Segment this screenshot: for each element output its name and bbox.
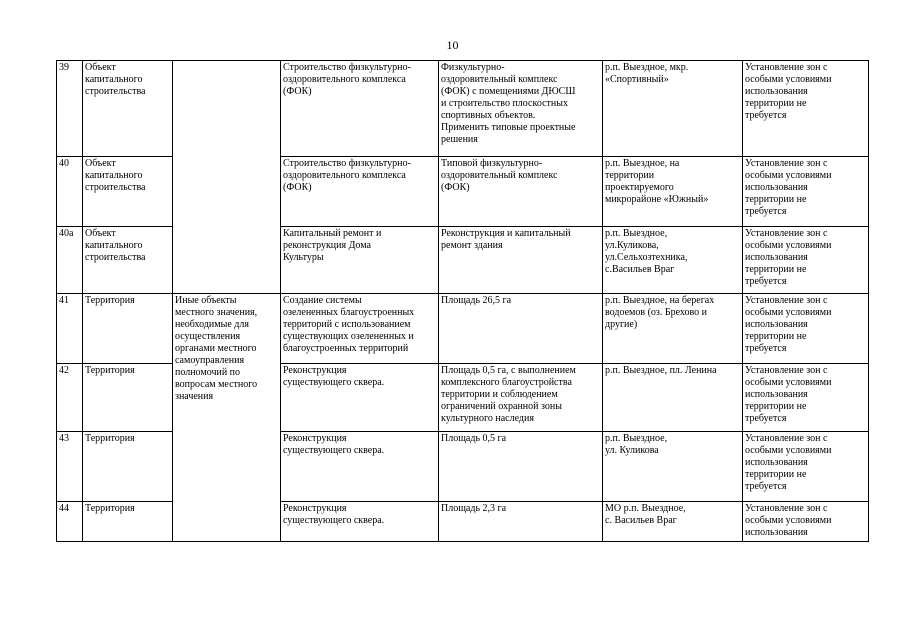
text-line: Культуры <box>283 252 324 263</box>
text-line: требуется <box>745 481 787 492</box>
page-number: 10 <box>446 38 459 52</box>
text-line: требуется <box>745 110 787 121</box>
text-line: ул.Сельхозтехника, <box>605 252 688 263</box>
text-line: осуществления <box>175 331 241 342</box>
object-description <box>439 227 603 294</box>
row-number: 40 <box>57 157 83 227</box>
text-line: использования <box>745 389 808 400</box>
text-line: территории не <box>745 98 807 109</box>
text-line: реконструкция Дома <box>283 240 371 251</box>
object-type <box>83 502 173 542</box>
object-location <box>603 294 743 364</box>
text-line: Установление зон с <box>745 503 828 514</box>
text-line: благоустроенных территорий <box>283 343 409 354</box>
text-line: культурного наследия <box>441 413 534 424</box>
text-line: вопросам местного <box>175 379 258 390</box>
text-line: Установление зон с <box>745 295 828 306</box>
text-line: Реконструкция <box>283 433 347 444</box>
text-line: Реконструкция <box>283 503 347 514</box>
text-line: Физкультурно- <box>441 62 505 73</box>
object-type <box>83 364 173 432</box>
text-line: р.п. Выездное, пл. Ленина <box>605 365 717 376</box>
zone-requirement <box>743 364 869 432</box>
text-line: ограничений охранной зоны <box>441 401 562 412</box>
object-name <box>281 61 439 157</box>
object-description <box>439 502 603 542</box>
text-line: существующего сквера. <box>283 445 385 456</box>
text-line: озелененных благоустроенных <box>283 307 415 318</box>
text-line: комплексного благоустройства <box>441 377 572 388</box>
text-line: особыми условиями <box>745 240 832 251</box>
object-name <box>281 294 439 364</box>
text-line: Реконструкция и капитальный <box>441 228 571 239</box>
planning-objects-table <box>56 60 869 542</box>
text-line: Установление зон с <box>745 365 828 376</box>
text-line: особыми условиями <box>745 445 832 456</box>
row-number: 43 <box>57 432 83 502</box>
text-line: капитального <box>85 240 143 251</box>
text-line: спортивных объектов. <box>441 110 536 121</box>
text-line: территории и соблюдением <box>441 389 558 400</box>
text-line: оздоровительный комплекс <box>441 74 558 85</box>
text-line: Территория <box>85 365 135 376</box>
text-line: (ФОК) <box>283 86 312 97</box>
object-name <box>281 432 439 502</box>
text-line: Территория <box>85 433 135 444</box>
object-location <box>603 502 743 542</box>
object-description <box>439 157 603 227</box>
text-line: Применить типовые проектные <box>441 122 576 133</box>
text-line: строительства <box>85 86 146 97</box>
text-line: территории не <box>745 331 807 342</box>
text-line: строительства <box>85 252 146 263</box>
text-line: (ФОК) с помещениями ДЮСШ <box>441 86 576 97</box>
text-line: территории <box>605 170 655 181</box>
object-location <box>603 227 743 294</box>
text-line: (ФОК) <box>283 182 312 193</box>
text-line: капитального <box>85 74 143 85</box>
object-name <box>281 502 439 542</box>
text-line: Площадь 0,5 га, с выполнением <box>441 365 576 376</box>
text-line: Объект <box>85 158 116 169</box>
text-line: существующих озелененных и <box>283 331 414 342</box>
text-line: ремонт здания <box>441 240 503 251</box>
text-line: р.п. Выездное, на берегах <box>605 295 715 306</box>
text-line: Типовой физкультурно- <box>441 158 543 169</box>
text-line: с. Васильев Враг <box>605 515 677 526</box>
text-line: р.п. Выездное, на <box>605 158 680 169</box>
text-line: строительства <box>85 182 146 193</box>
text-line: использования <box>745 182 808 193</box>
text-line: Объект <box>85 228 116 239</box>
text-line: МО р.п. Выездное, <box>605 503 686 514</box>
object-name <box>281 364 439 432</box>
text-line: Площадь 26,5 га <box>441 295 512 306</box>
text-line: особыми условиями <box>745 170 832 181</box>
object-type <box>83 432 173 502</box>
zone-requirement <box>743 157 869 227</box>
text-line: оздоровительного комплекса <box>283 170 406 181</box>
object-location <box>603 432 743 502</box>
text-line: Строительство физкультурно- <box>283 62 411 73</box>
text-line: Территория <box>85 503 135 514</box>
object-name <box>281 157 439 227</box>
row-number: 39 <box>57 61 83 157</box>
text-line: «Спортивный» <box>605 74 669 85</box>
text-line: территории не <box>745 194 807 205</box>
text-line: Площадь 0,5 га <box>441 433 507 444</box>
text-line: использования <box>745 319 808 330</box>
text-line: использования <box>745 86 808 97</box>
object-name <box>281 227 439 294</box>
row-number: 41 <box>57 294 83 364</box>
text-line: использования <box>745 527 808 538</box>
object-location <box>603 61 743 157</box>
text-line: Создание системы <box>283 295 362 306</box>
text-line: территорий с использованием <box>283 319 411 330</box>
text-line: Площадь 2,3 га <box>441 503 507 514</box>
text-line: и строительство плоскостных <box>441 98 568 109</box>
object-type <box>83 61 173 157</box>
zone-requirement <box>743 61 869 157</box>
text-line: необходимые для <box>175 319 249 330</box>
text-line: органами местного <box>175 343 257 354</box>
zone-requirement <box>743 502 869 542</box>
text-line: особыми условиями <box>745 74 832 85</box>
text-line: самоуправления <box>175 355 245 366</box>
text-line: ул.Куликова, <box>605 240 659 251</box>
text-line: (ФОК) <box>441 182 470 193</box>
text-line: Объект <box>85 62 116 73</box>
zone-requirement <box>743 432 869 502</box>
text-line: особыми условиями <box>745 515 832 526</box>
text-line: решения <box>441 134 478 145</box>
text-line: р.п. Выездное, <box>605 433 668 444</box>
object-group-lower <box>173 294 281 542</box>
object-type <box>83 227 173 294</box>
table-row <box>57 294 869 364</box>
text-line: требуется <box>745 206 787 217</box>
object-location <box>603 364 743 432</box>
text-line: Установление зон с <box>745 433 828 444</box>
text-line: требуется <box>745 343 787 354</box>
text-line: существующего сквера. <box>283 377 385 388</box>
text-line: Установление зон с <box>745 228 828 239</box>
text-line: капитального <box>85 170 143 181</box>
text-line: местного значения, <box>175 307 258 318</box>
text-line: с.Васильев Враг <box>605 264 675 275</box>
text-line: использования <box>745 252 808 263</box>
zone-requirement <box>743 227 869 294</box>
row-number: 44 <box>57 502 83 542</box>
text-line: особыми условиями <box>745 377 832 388</box>
text-line: водоемов (оз. Брехово и <box>605 307 708 318</box>
text-line: Иные объекты <box>175 295 237 306</box>
object-description <box>439 364 603 432</box>
text-line: микрорайоне «Южный» <box>605 194 709 205</box>
text-line: территории не <box>745 469 807 480</box>
text-line: другие) <box>605 319 638 330</box>
text-line: оздоровительного комплекса <box>283 74 406 85</box>
object-type <box>83 294 173 364</box>
text-line: Территория <box>85 295 135 306</box>
text-line: Установление зон с <box>745 158 828 169</box>
table-row <box>57 61 869 157</box>
text-line: Установление зон с <box>745 62 828 73</box>
text-line: особыми условиями <box>745 307 832 318</box>
text-line: требуется <box>745 413 787 424</box>
text-line: существующего сквера. <box>283 515 385 526</box>
text-line: Строительство физкультурно- <box>283 158 411 169</box>
object-location <box>603 157 743 227</box>
text-line: территории не <box>745 401 807 412</box>
text-line: значения <box>175 391 214 402</box>
text-line: требуется <box>745 276 787 287</box>
text-line: полномочий по <box>175 367 241 378</box>
text-line: р.п. Выездное, мкр. <box>605 62 689 73</box>
text-line: использования <box>745 457 808 468</box>
text-line: оздоровительный комплекс <box>441 170 558 181</box>
zone-requirement <box>743 294 869 364</box>
object-description <box>439 432 603 502</box>
object-description <box>439 294 603 364</box>
text-line: р.п. Выездное, <box>605 228 668 239</box>
text-line: Капитальный ремонт и <box>283 228 382 239</box>
object-type <box>83 157 173 227</box>
text-line: территории не <box>745 264 807 275</box>
object-description <box>439 61 603 157</box>
row-number: 40а <box>57 227 83 294</box>
text-line: ул. Куликова <box>605 445 659 456</box>
object-group-upper <box>173 61 281 294</box>
text-line: проектируемого <box>605 182 674 193</box>
row-number: 42 <box>57 364 83 432</box>
text-line: Реконструкция <box>283 365 347 376</box>
